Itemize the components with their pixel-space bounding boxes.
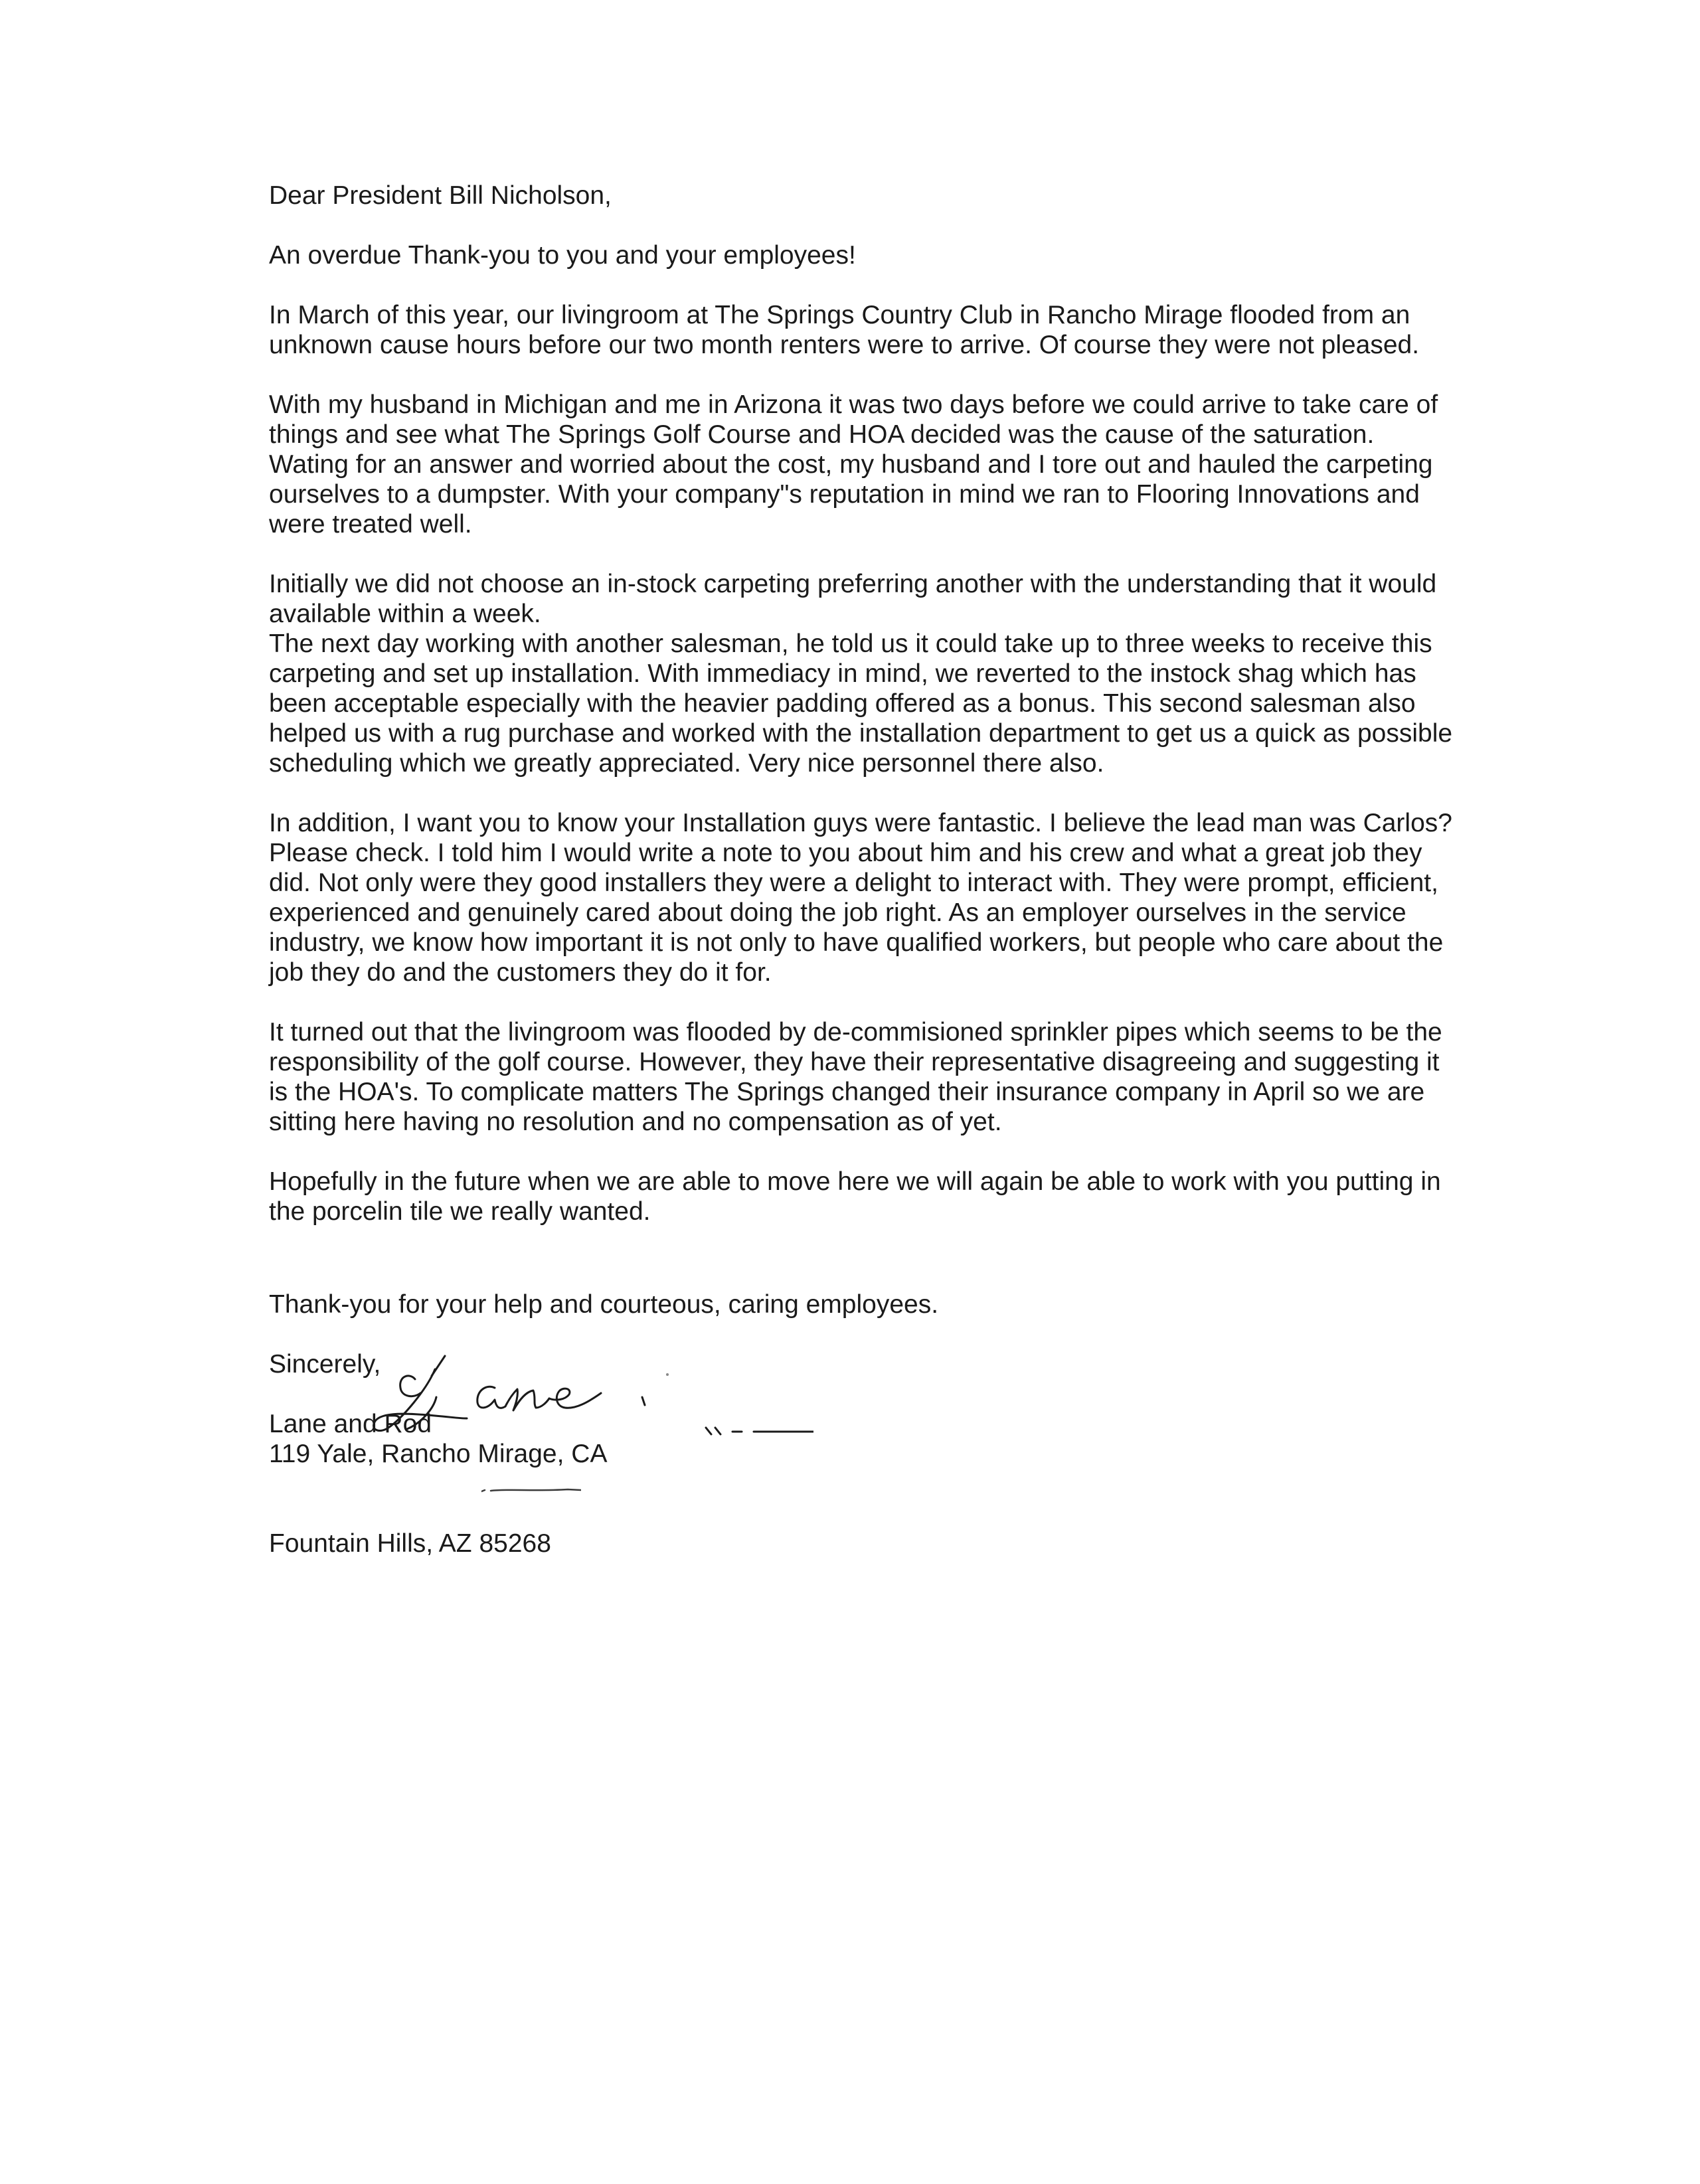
paragraph-cause: It turned out that the livingroom was flooded by de-commisioned sprinkler pipes which seems to be the responsibility of the golf course. However, they have their representative disagreeing and suggesting it is the HOA's. To complicate matters The Springs changed their insurance company in April so we are sitting here having no resolution and no compensation as of yet. (269, 1018, 1442, 1136)
paragraph-flood: In March of this year, our livingroom at The Springs Country Club in Rancho Mirage flooded from an unknown cause hours before our two month renters were to arrive. Of course they were not pleased. (269, 301, 1420, 359)
faint-handwriting-mark (481, 1487, 581, 1493)
letter-body (269, 181, 1458, 1558)
address-gap (269, 1469, 1458, 1499)
address-fountain-hills: Fountain Hills, AZ 85268 (269, 1529, 551, 1558)
paragraph-second-salesman: The next day working with another salesman, he told us it could take up to three weeks to receive this carpeting and set up installation. With immediacy in mind, we reverted to the instock shag which has been acceptable especially with the heavier padding offered as a bonus. This second salesman also helped us with a rug purchase and worked with the installation department to get us a quick as possible scheduling which we greatly appreciated. Very nice personnel there also. (269, 630, 1453, 778)
paragraph-carpet-removal: With my husband in Michigan and me in Arizona it was two days before we could arrive to take care of things and see what The Springs Golf Course and HOA decided was the cause of the saturation. Wating for an answer and worried about the cost, my husband and I tore out and hauled the carpeting ourselves to a dumpster. With your company"s reputation in mind we ran to Flooring Innovations and were treated well. (269, 390, 1438, 539)
address-block (269, 1439, 1458, 1558)
opening-line: An overdue Thank-you to you and your employees! (269, 241, 856, 270)
paragraph-carpet-choice: Initially we did not choose an in-stock carpeting preferring another with the understanding that it would available within a week. (269, 570, 1437, 628)
signature-block (269, 1349, 1458, 1439)
salutation: Dear President Bill Nicholson, (269, 181, 612, 210)
paragraph-future: Hopefully in the future when we are able to move here we will again be able to work with you putting in the porcelin tile we really wanted. (269, 1167, 1441, 1226)
sign-off: Sincerely, (269, 1350, 381, 1379)
closing-thanks: Thank-you for your help and courteous, caring employees. (269, 1290, 939, 1319)
signer-names: Lane and Rod (269, 1410, 432, 1438)
paragraph-installers: In addition, I want you to know your Installation guys were fantastic. I believe the lead man was Carlos? Please check. I told him I would write a note to you about him and his crew and what a great job they did. Not only were they good installers they were a delight to interact with. They were prompt, efficient, experienced and genuinely cared about doing the job right. As an employer ourselves in the service industry, we know how important it is not only to have qualified workers, but people who care about the job they do and the customers they do it for. (269, 809, 1452, 987)
address-rancho-mirage: 119 Yale, Rancho Mirage, CA (269, 1440, 608, 1468)
